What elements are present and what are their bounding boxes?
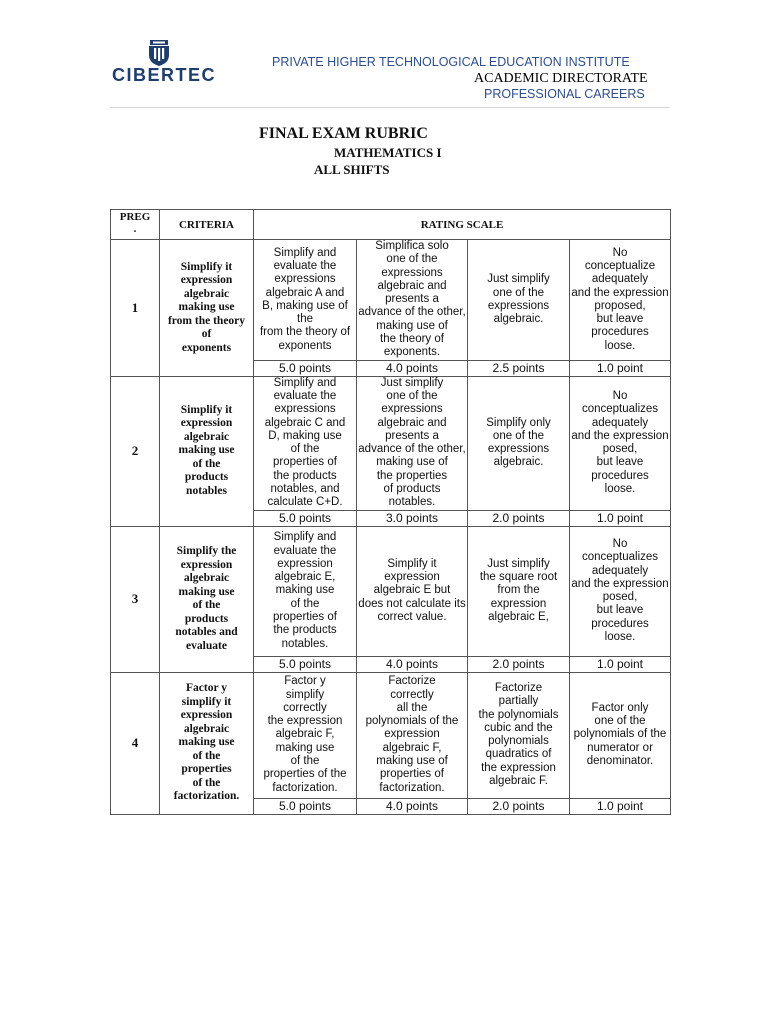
logo-text: CIBERTEC xyxy=(112,65,217,85)
points-cell: 5.0 points xyxy=(254,510,357,526)
cibertec-logo xyxy=(112,40,217,86)
rating-level-text: Simplify only one of the expressions algebraic. xyxy=(486,416,551,469)
points-cell: 5.0 points xyxy=(254,360,357,376)
points-cell: 5.0 points xyxy=(254,656,357,672)
rating-level-text: Simplify and evaluate the expression algebraic E, making use of the properties of the products notables. xyxy=(273,531,337,650)
rating-level-text: No conceptualizes adequately and the expression posed, but leave procedures loose. xyxy=(571,537,669,644)
institution-name: PRIVATE HIGHER TECHNOLOGICAL EDUCATION INSTITUTE xyxy=(272,55,630,69)
rating-level-text: Just simplify one of the expressions algebraic and presents a advance of the other, making use of the properties of products notables. xyxy=(358,376,466,509)
rating-level-cell xyxy=(468,376,570,510)
points-cell: 4.0 points xyxy=(357,656,468,672)
rating-level-cell xyxy=(357,376,468,510)
criteria-text: Simplify the expression algebraic making use of the products notables and evaluate xyxy=(175,545,238,652)
shifts-title: ALL SHIFTS xyxy=(314,162,390,177)
rating-level-cell xyxy=(468,526,570,656)
header-preg-dot: . xyxy=(133,223,137,235)
points-cell: 2.0 points xyxy=(468,798,570,814)
rating-level-text: Factor only one of the polynomials of the numerator or denominator. xyxy=(573,701,667,768)
table-row xyxy=(111,672,671,798)
rating-level-cell xyxy=(468,672,570,798)
rating-level-text: Simplifica solo one of the expressions algebraic and presents a advance of the other, making use of the theory of exponents. xyxy=(358,240,466,359)
course-title: MATHEMATICS I xyxy=(334,145,442,160)
table-row xyxy=(111,376,671,510)
rating-level-text: Factorize partially the polynomials cubic and the polynomials quadratics of the expression algebraic F. xyxy=(478,681,559,788)
criteria-cell xyxy=(160,526,254,672)
header-rating-scale: RATING SCALE xyxy=(254,210,671,240)
points-cell: 1.0 point xyxy=(570,656,671,672)
rating-level-text: Simplify and evaluate the expressions algebraic A and B, making use of the from the theory of exponents xyxy=(259,246,351,352)
table-row xyxy=(111,526,671,656)
criteria-cell xyxy=(160,240,254,377)
criteria-text: Simplify it expression algebraic making use from the theory of exponents xyxy=(167,260,246,354)
rating-level-text: No conceptualize adequately and the expression proposed, but leave procedures loose. xyxy=(571,246,669,352)
table-header-row xyxy=(111,210,671,240)
question-number: 4 xyxy=(111,672,160,814)
rating-level-text: Factorize correctly all the polynomials of the expression algebraic F, making use of properties of factorization. xyxy=(365,675,459,794)
points-cell: 2.0 points xyxy=(468,656,570,672)
points-cell: 4.0 points xyxy=(357,360,468,376)
rubric-table xyxy=(110,209,671,815)
header-divider xyxy=(110,107,670,108)
rating-level-text: Simplify and evaluate the expressions algebraic C and D, making use of the properties of the products notables, and calculate C+D. xyxy=(264,376,346,509)
question-number: 3 xyxy=(111,526,160,672)
criteria-text: Factor y simplify it expression algebraic making use of the properties of the factorization. xyxy=(173,682,240,803)
question-number: 2 xyxy=(111,376,160,526)
points-cell: 3.0 points xyxy=(357,510,468,526)
criteria-cell xyxy=(160,672,254,814)
rating-level-cell xyxy=(254,672,357,798)
rating-level-text: No conceptualizes adequately and the expression posed, but leave procedures loose. xyxy=(571,389,669,496)
rating-level-text: Just simplify the square root from the expression algebraic E, xyxy=(479,557,558,624)
points-cell: 2.5 points xyxy=(468,360,570,376)
header-preg xyxy=(111,210,160,240)
rating-level-cell xyxy=(254,526,357,656)
page-title: FINAL EXAM RUBRIC xyxy=(259,125,428,142)
shield-icon xyxy=(148,40,170,66)
rating-level-cell xyxy=(254,376,357,510)
points-cell: 2.0 points xyxy=(468,510,570,526)
points-cell: 4.0 points xyxy=(357,798,468,814)
rating-level-cell xyxy=(570,376,671,510)
rating-level-cell xyxy=(570,240,671,361)
criteria-text: Simplify it expression algebraic making use of the products notables xyxy=(178,403,235,497)
header-preg-label: PREG xyxy=(119,211,151,223)
rating-level-cell xyxy=(254,240,357,361)
rating-level-text: Just simplify one of the expressions algebraic. xyxy=(487,273,550,326)
points-cell: 5.0 points xyxy=(254,798,357,814)
points-cell: 1.0 point xyxy=(570,360,671,376)
rating-level-cell xyxy=(570,526,671,656)
question-number: 1 xyxy=(111,240,160,377)
rating-level-cell xyxy=(468,240,570,361)
rating-level-cell xyxy=(357,672,468,798)
rating-level-text: Factor y simplify correctly the expression algebraic F, making use of the properties of the factorization. xyxy=(263,675,347,794)
careers-label: PROFESSIONAL CAREERS xyxy=(484,87,645,101)
rating-level-cell xyxy=(357,240,468,361)
points-cell: 1.0 point xyxy=(570,798,671,814)
criteria-cell xyxy=(160,376,254,526)
header-criteria: CRITERIA xyxy=(160,210,254,240)
rating-level-text: Simplify it expression algebraic E but does not calculate its correct value. xyxy=(358,557,466,624)
rating-level-cell xyxy=(570,672,671,798)
directorate-name: ACADEMIC DIRECTORATE xyxy=(474,71,648,86)
table-row xyxy=(111,240,671,361)
rating-level-cell xyxy=(357,526,468,656)
points-cell: 1.0 point xyxy=(570,510,671,526)
